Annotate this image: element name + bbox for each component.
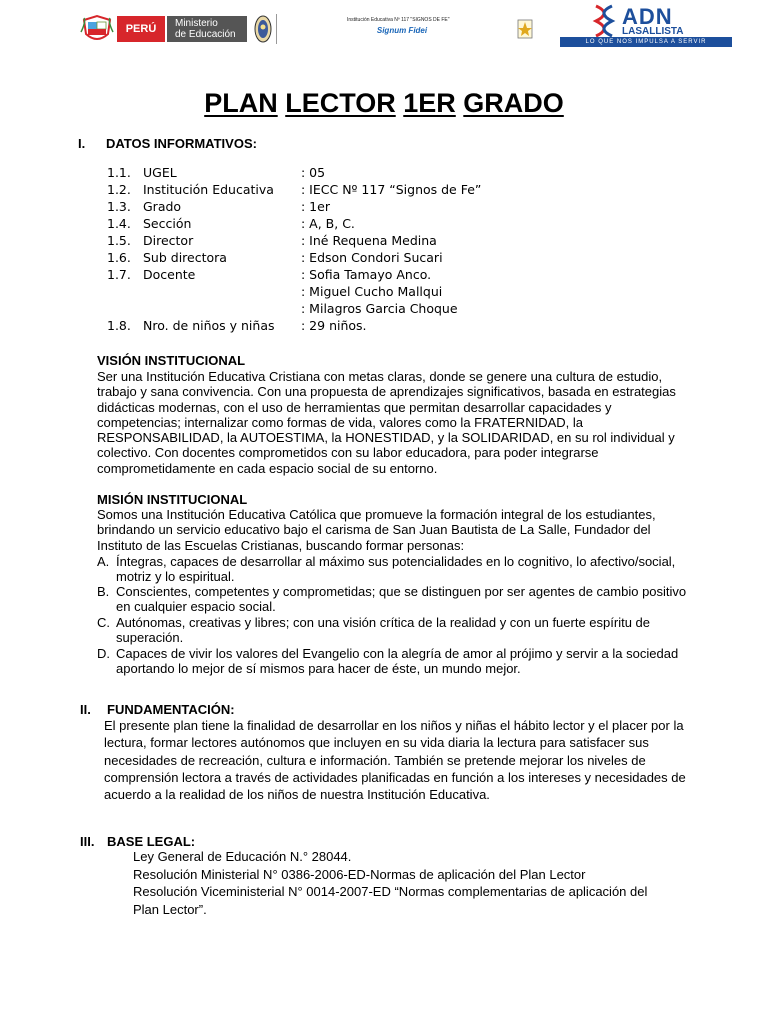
base-legal-line: Ley General de Educación N.° 28044. <box>133 849 352 864</box>
mision-item-letter: A. <box>97 554 110 569</box>
datos-row-number: 1.5. <box>107 233 131 248</box>
section-2-number: II. <box>80 702 91 717</box>
page-title <box>0 86 768 120</box>
datos-row-number: 1.4. <box>107 216 131 231</box>
datos-row-value: : Sofia Tamayo Anco. <box>301 267 432 282</box>
datos-row-value: : 05 <box>301 165 326 180</box>
ministry-line-2: de Educación <box>175 29 236 40</box>
mision-item-letter: D. <box>97 646 110 661</box>
datos-row-value: : A, B, C. <box>301 216 355 231</box>
datos-row-label: Nro. de niños y niñas <box>143 318 275 333</box>
peru-coat-of-arms-icon <box>80 14 114 44</box>
datos-row-value: : 29 niños. <box>301 318 367 333</box>
section-1-number: I. <box>78 136 86 151</box>
section-1-heading: DATOS INFORMATIVOS: <box>106 136 257 151</box>
datos-row-label: Grado <box>143 199 182 214</box>
datos-row-number: 1.8. <box>107 318 131 333</box>
mision-item-text: Conscientes, competentes y comprometidas; que se distinguen por ser agentes de cambio positivo en cualquier espacio social. <box>116 584 687 615</box>
peru-label: PERÚ <box>117 16 165 42</box>
adn-logo-text: ADN <box>622 4 673 29</box>
mision-item-letter: C. <box>97 615 110 630</box>
datos-row-number: 1.1. <box>107 165 131 180</box>
datos-row-value: : Milagros Garcia Choque <box>301 301 458 316</box>
header-divider <box>276 14 277 44</box>
ministry-line-1: Ministerio <box>175 18 218 29</box>
document-header <box>0 0 768 56</box>
datos-row-number: 1.3. <box>107 199 131 214</box>
vision-heading: VISIÓN INSTITUCIONAL <box>97 353 246 368</box>
datos-row-label: Director <box>143 233 194 248</box>
adn-lasallista-logo <box>558 4 734 48</box>
base-legal-line: Resolución Ministerial N° 0386-2006-ED-Normas de aplicación del Plan Lector <box>133 867 586 882</box>
adn-tagline: LO QUE NOS IMPULSA A SERVIR <box>560 37 732 47</box>
datos-row-value: : Edson Condori Sucari <box>301 250 443 265</box>
datos-row-label: UGEL <box>143 165 177 180</box>
vision-text: Ser una Institución Educativa Cristiana con metas claras, donde se genere una cultura de estudio, trabajo y sana convivencia. Con una propuesta de aprendizajes significativos, basada en estrategias didácticas modernas, con el uso de herramientas que permitan desarrollar capacidades y competencias; internalizar como formas de vida, valores como la FRATERNIDAD, la RESPONSABILIDAD, la AUTOESTIMA, la HONESTIDAD, y la SOLIDARIDAD, en su rol individual y colectivo. Con docentes comprometidos con su labor educadora, para poder integrarse comprometidamente en cada espacio social de su entorno. <box>97 369 676 476</box>
datos-row-label: Sección <box>143 216 192 231</box>
datos-row-label: Sub directora <box>143 250 227 265</box>
mision-heading: MISIÓN INSTITUCIONAL <box>97 492 248 507</box>
title-word-4: GRADO <box>463 88 564 118</box>
mision-item-text: Íntegras, capaces de desarrollar al máximo sus potencialidades en lo cognitivo, lo afectivo/social, motriz y lo espiritual. <box>116 554 676 585</box>
dna-helix-icon <box>590 4 618 38</box>
datos-row-value: : Miguel Cucho Mallqui <box>301 284 443 299</box>
title-word-3: 1ER <box>403 88 456 118</box>
signum-fidei-logo: Signum Fidei <box>376 26 428 35</box>
school-seal-icon <box>254 14 272 44</box>
section-2-heading: FUNDAMENTACIÓN: <box>107 702 235 717</box>
lasalle-star-icon <box>516 18 534 40</box>
datos-row-value: : IECC Nº 117 “Signos de Fe” <box>301 182 482 197</box>
ministry-label <box>167 16 247 42</box>
datos-row-value: : 1er <box>301 199 330 214</box>
base-legal-line: Plan Lector”. <box>133 902 207 917</box>
title-word-2: LECTOR <box>285 88 396 118</box>
datos-row-label: Docente <box>143 267 196 282</box>
fundamentacion-text: El presente plan tiene la finalidad de desarrollar en los niños y niñas el hábito lector y el placer por la lectura, formar lectores autónomos que incluyen en su vida diaria la lectura para satisfacer sus necesidades de recreación, cultura e información. También se pretende mejorar los niveles de comprensión lectora a través de actividades planificadas en función a los intereses y necesidades de acuerdo a la realidad de los niños de nuestra Institución Educativa. <box>104 718 686 803</box>
adn-logo-subtext: LASALLISTA <box>622 26 684 37</box>
datos-row-number: 1.7. <box>107 267 131 282</box>
title-word-1: PLAN <box>204 88 278 118</box>
datos-row-number: 1.6. <box>107 250 131 265</box>
mision-item-text: Capaces de vivir los valores del Evangelio con la alegría de amor al prójimo y servir a la sociedad aportando lo mejor de sí mismos para hacer de éste, un mundo mejor. <box>116 646 679 677</box>
mision-item-text: Autónomas, creativas y libres; con una visión crítica de la realidad y con un fuerte espíritu de superación. <box>116 615 651 646</box>
institution-header-text: Institución Educativa Nº 117 "SIGNOS DE FE" <box>347 17 450 23</box>
section-3-heading: BASE LEGAL: <box>107 834 196 849</box>
mision-item-letter: B. <box>97 584 110 599</box>
datos-row-number: 1.2. <box>107 182 131 197</box>
base-legal-line: Resolución Viceministerial N° 0014-2007-ED “Normas complementarias de aplicación del <box>133 884 648 899</box>
mision-intro: Somos una Institución Educativa Católica que promueve la formación integral de los estudiantes, brindando un servicio educativo bajo el carisma de San Juan Bautista de La Salle, Fundador del Instituto de las Escuelas Cristianas, buscando formar personas: <box>97 507 656 553</box>
section-3-number: III. <box>80 834 95 849</box>
datos-row-label: Institución Educativa <box>143 182 274 197</box>
datos-row-value: : Iné Requena Medina <box>301 233 437 248</box>
